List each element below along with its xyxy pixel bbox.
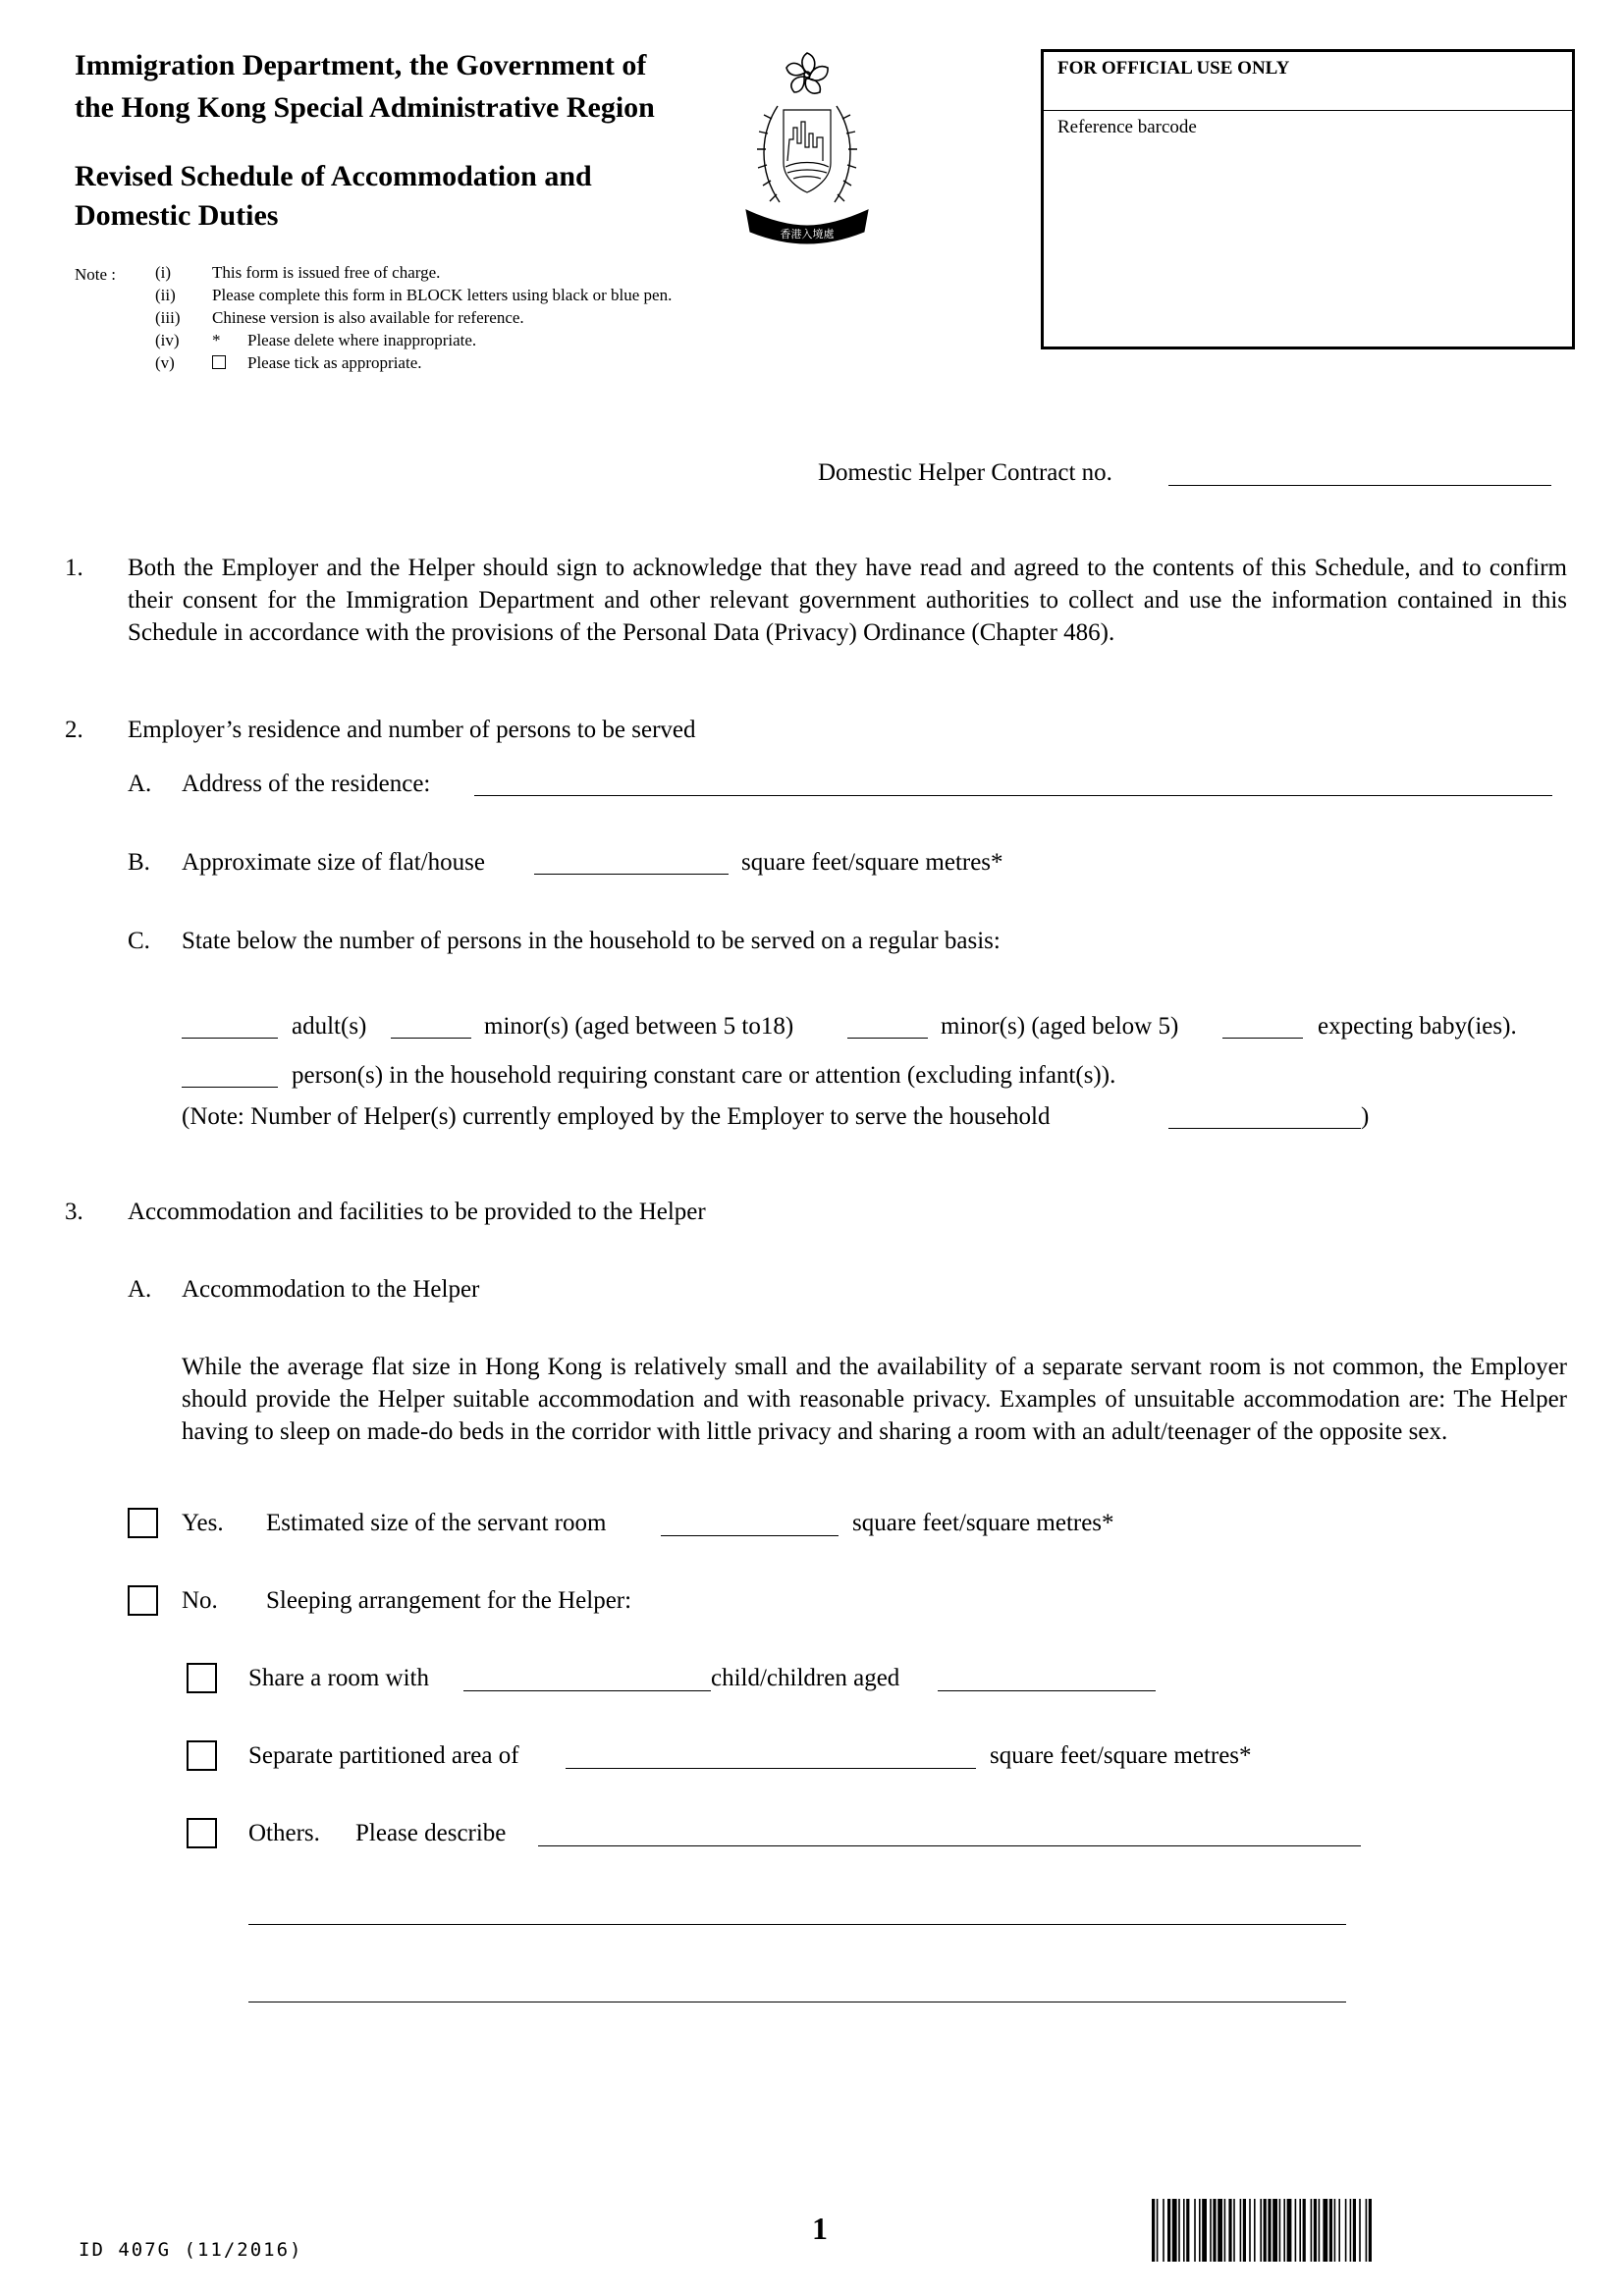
barcode-bar (1152, 2199, 1155, 2262)
barcode-bar (1163, 2199, 1164, 2262)
barcode-bar (1228, 2199, 1231, 2262)
department-line-1: Immigration Department, the Government of (75, 49, 647, 81)
others-description-field[interactable] (538, 1845, 1361, 1846)
servant-room-size-field[interactable] (661, 1535, 839, 1536)
reference-barcode-label: Reference barcode (1057, 117, 1197, 137)
helpers-employed-note: (Note: Number of Helper(s) currently employed by the Employer to serve the household (182, 1103, 1051, 1130)
note-number: (i) (155, 263, 172, 282)
barcode-bar (1338, 2199, 1340, 2262)
barcode-bar (1224, 2199, 1226, 2262)
form-id: ID 407G (11/2016) (79, 2239, 303, 2261)
no-label: No. (182, 1587, 218, 1614)
no-checkbox[interactable] (128, 1585, 158, 1616)
section-2b-letter: B. (128, 849, 150, 876)
barcode-bar (1157, 2199, 1159, 2262)
barcode-bar (1202, 2199, 1207, 2262)
helpers-employed-note-end: ) (1361, 1103, 1370, 1130)
barcode-bar (1249, 2199, 1251, 2262)
barcode-bar (1283, 2199, 1285, 2262)
hksar-immigration-crest-icon (738, 45, 876, 251)
barcode-bar (1240, 2199, 1242, 2262)
accommodation-paragraph: While the average flat size in Hong Kong is relatively small and the availability of a separate servant room is not common, the Employer should provide the Helper suitable accommodation and with reasonable privacy. Examples of unsuitable accommodation are: The Helper having to sleep on made-do beds in the corridor with little privacy and sharing a room with an adult/teenager of the opposite sex. (182, 1354, 1567, 1445)
note-item (155, 329, 744, 351)
section-2-number: 2. (65, 717, 83, 743)
sleeping-arrangement-label: Sleeping arrangement for the Helper: (266, 1587, 632, 1614)
minors-below-5-count-field[interactable] (847, 1038, 928, 1039)
note-text: Chinese version is also available for reference. (212, 308, 524, 327)
others-label: Others. (248, 1820, 320, 1846)
children-aged-field[interactable] (938, 1690, 1156, 1691)
barcode-bar (1279, 2199, 1281, 2262)
barcode-bar (1243, 2199, 1246, 2262)
barcode-bar (1314, 2199, 1317, 2262)
barcode-bar (1260, 2199, 1262, 2262)
barcode-bar (1287, 2199, 1292, 2262)
share-room-label: Share a room with (248, 1665, 429, 1691)
barcode-bar (1369, 2199, 1372, 2262)
note-text: Please tick as appropriate. (247, 353, 422, 372)
section-3a-title: Accommodation to the Helper (182, 1276, 480, 1303)
care-persons-label: person(s) in the household requiring constant care or attention (excluding infant(s)). (292, 1062, 1116, 1089)
children-aged-label: child/children aged (711, 1665, 900, 1691)
barcode-bar (1167, 2199, 1170, 2262)
barcode-bar (1199, 2199, 1201, 2262)
barcode-bar (1264, 2199, 1267, 2262)
asterisk-mark: * (212, 331, 221, 349)
note-item (155, 284, 744, 306)
yes-checkbox[interactable] (128, 1508, 158, 1538)
others-checkbox[interactable] (187, 1818, 217, 1848)
partitioned-area-field[interactable] (566, 1768, 976, 1769)
form-title (75, 157, 592, 236)
barcode-bar (1186, 2199, 1189, 2262)
barcode-bar (1323, 2199, 1327, 2262)
household-persons-label: State below the number of persons in the household to be served on a regular basis: (182, 928, 1001, 954)
note-item (155, 306, 744, 329)
note-number: (ii) (155, 286, 176, 304)
barcode-bar (1178, 2199, 1180, 2262)
official-use-title: FOR OFFICIAL USE ONLY (1044, 52, 1572, 111)
note-number: (iii) (155, 308, 181, 327)
section-1-number: 1. (65, 555, 83, 581)
svg-text:香港入境處: 香港入境處 (780, 228, 835, 240)
expecting-babies-label: expecting baby(ies). (1318, 1013, 1517, 1040)
others-describe-label: Please describe (355, 1820, 507, 1846)
barcode-icon (1152, 2199, 1574, 2262)
barcode-bar (1353, 2199, 1356, 2262)
barcode-bar (1194, 2199, 1196, 2262)
note-text: Please delete where inappropriate. (247, 331, 477, 349)
partitioned-area-unit: square feet/square metres* (990, 1742, 1252, 1769)
barcode-bar (1172, 2199, 1177, 2262)
care-persons-count-field[interactable] (182, 1087, 278, 1088)
barcode-bar (1350, 2199, 1352, 2262)
partitioned-area-label: Separate partitioned area of (248, 1742, 519, 1769)
yes-label: Yes. (182, 1510, 224, 1536)
official-use-box (1041, 49, 1575, 349)
contract-number-field[interactable] (1168, 485, 1551, 486)
partitioned-area-checkbox[interactable] (187, 1740, 217, 1771)
barcode-bar (1233, 2199, 1235, 2262)
minors-5-18-count-field[interactable] (391, 1038, 471, 1039)
barcode-bar (1311, 2199, 1313, 2262)
barcode-bar (1210, 2199, 1212, 2262)
contract-number-label: Domestic Helper Contract no. (818, 459, 1112, 486)
note-item (155, 261, 744, 284)
note-number: (v) (155, 353, 175, 372)
minors-below-5-label: minor(s) (aged below 5) (941, 1013, 1179, 1040)
department-line-2: the Hong Kong Special Administrative Region (75, 91, 655, 124)
adults-count-field[interactable] (182, 1038, 278, 1039)
section-2c-letter: C. (128, 928, 150, 954)
section-1-text: Both the Employer and the Helper should sign to acknowledge that they have read and agreed to the contents of this Schedule, and to confirm their consent for the Immigration Department and other relevant government authorities to collect and use the information contained in this Schedule in accordance with the provisions of the Personal Data (Privacy) Ordinance (Chapter 486). (128, 555, 1567, 646)
section-2-title: Employer’s residence and number of persons to be served (128, 717, 696, 743)
adults-label: adult(s) (292, 1013, 367, 1040)
residence-address-field[interactable] (474, 795, 1552, 796)
barcode-bar (1319, 2199, 1321, 2262)
note-label: Note : (75, 265, 117, 284)
note-item (155, 351, 744, 374)
share-room-checkbox[interactable] (187, 1663, 217, 1693)
barcode-bar (1213, 2199, 1216, 2262)
barcode-bar (1334, 2199, 1336, 2262)
barcode-bar (1254, 2199, 1256, 2262)
notes-list (155, 261, 744, 374)
section-2a-letter: A. (128, 771, 152, 797)
note-number: (iv) (155, 331, 180, 349)
share-room-count-field[interactable] (463, 1690, 711, 1691)
barcode-bar (1295, 2199, 1297, 2262)
section-3-title: Accommodation and facilities to be provided to the Helper (128, 1199, 706, 1225)
barcode-bar (1345, 2199, 1347, 2262)
department-name (75, 44, 655, 129)
flat-size-unit: square feet/square metres* (741, 849, 1003, 876)
barcode-bar (1329, 2199, 1332, 2262)
barcode-bar (1366, 2199, 1368, 2262)
barcode-bar (1218, 2199, 1222, 2262)
page-number: 1 (812, 2211, 828, 2246)
residence-address-label: Address of the residence: (182, 771, 431, 797)
barcode-bar (1303, 2199, 1306, 2262)
section-3-number: 3. (65, 1199, 83, 1225)
note-text: This form is issued free of charge. (212, 263, 441, 282)
form-title-line-1: Revised Schedule of Accommodation and (75, 160, 592, 192)
checkbox-sample-icon (212, 351, 247, 374)
section-3a-letter: A. (128, 1276, 152, 1303)
minors-5-18-label: minor(s) (aged between 5 to18) (484, 1013, 794, 1040)
barcode-bar (1268, 2199, 1271, 2262)
servant-room-size-unit: square feet/square metres* (852, 1510, 1114, 1536)
flat-size-field[interactable] (534, 874, 729, 875)
servant-room-size-label: Estimated size of the servant room (266, 1510, 607, 1536)
barcode-bar (1299, 2199, 1301, 2262)
note-text: Please complete this form in BLOCK letters using black or blue pen. (212, 286, 673, 304)
form-title-line-2: Domestic Duties (75, 199, 279, 232)
others-description-line-2[interactable] (248, 1924, 1346, 1925)
flat-size-label: Approximate size of flat/house (182, 849, 485, 876)
barcode-bar (1272, 2199, 1277, 2262)
barcode-bar (1359, 2199, 1361, 2262)
expecting-babies-count-field[interactable] (1222, 1038, 1303, 1039)
helpers-employed-field[interactable] (1168, 1128, 1361, 1129)
barcode-bar (1183, 2199, 1185, 2262)
